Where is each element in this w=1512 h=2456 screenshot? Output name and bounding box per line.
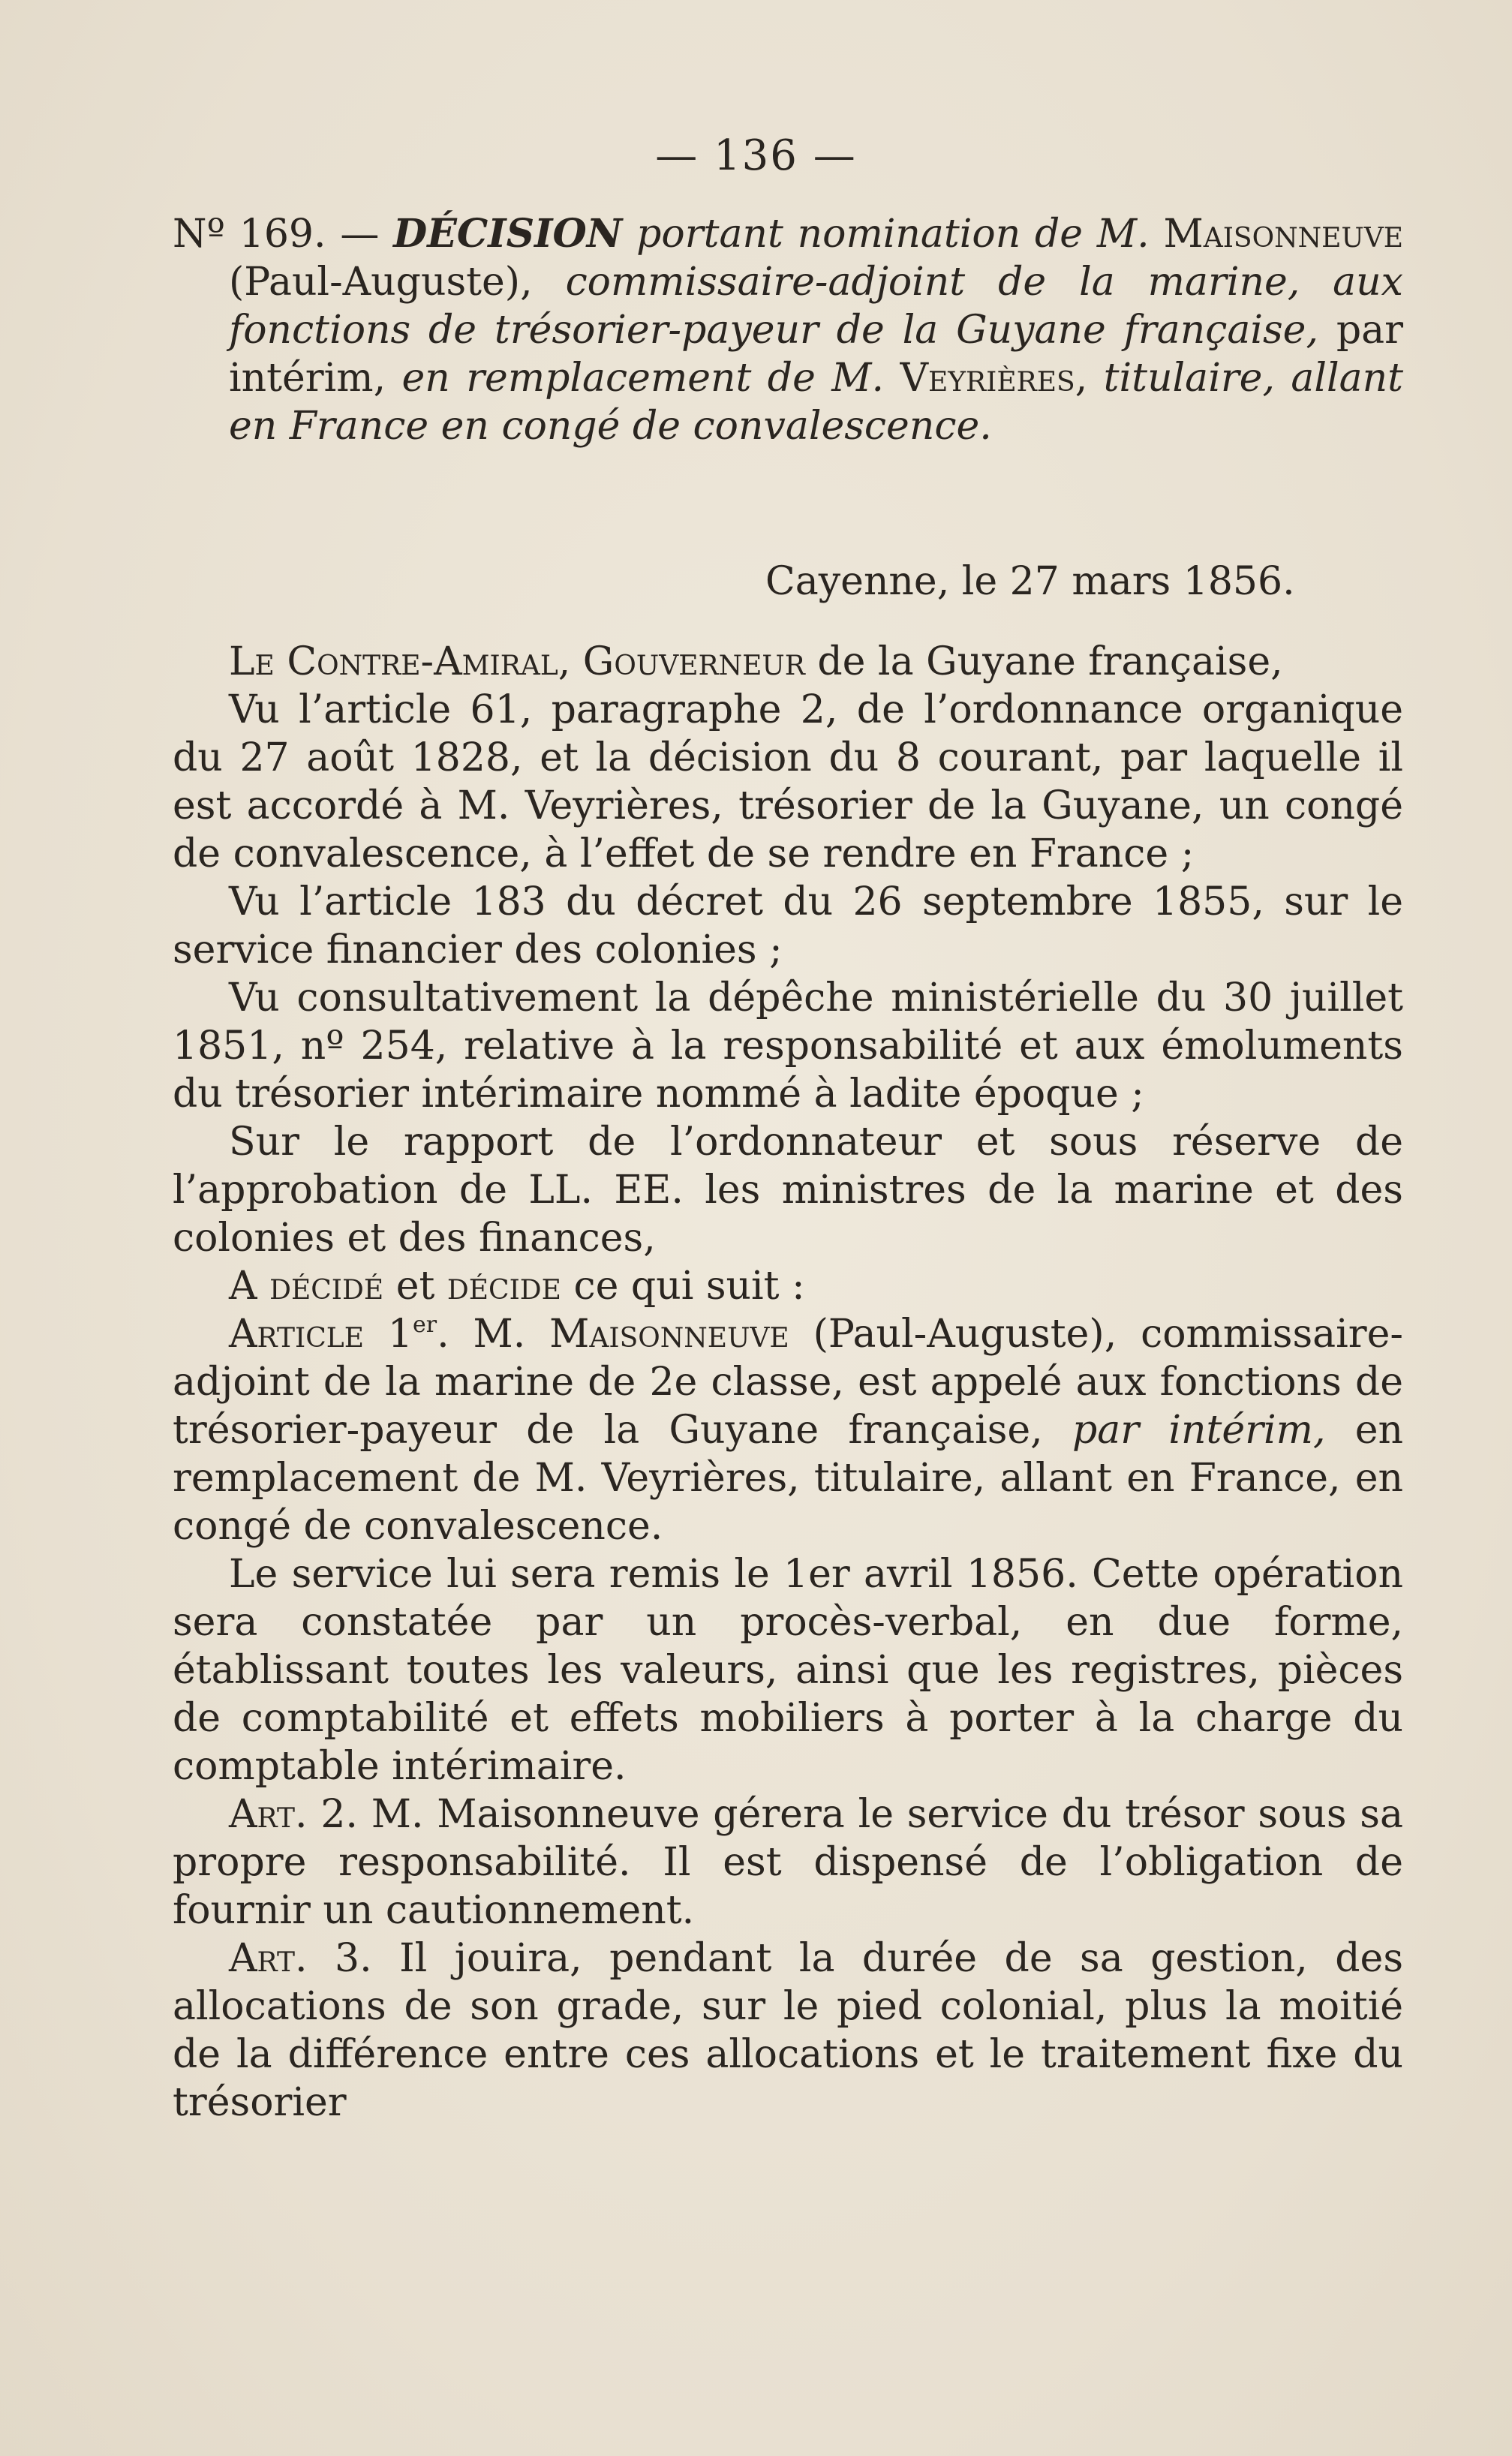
decides-word-1: décidé — [269, 1264, 384, 1309]
decision-number: Nº 169. — — [173, 212, 380, 257]
preamble-rest: de la Guyane française, — [817, 639, 1283, 684]
consideration-1: Vu l’article 61, paragraphe 2, de l’ordonnance organique du 27 août 1828, et la décision du 8 courant, par laquelle il est accordé à M. Veyrières, trésorier de la Guyane, un congé de convalescence, à l’effet de se rendre en France ; — [173, 687, 1403, 876]
heading-name: Maisonneuve — [1163, 212, 1404, 257]
decides-et: et — [395, 1264, 435, 1309]
article-3-label: Art. 3. — [229, 1936, 372, 1981]
article-1: Article 1er. M. Maisonneuve (Paul-Auguste), commissaire-adjoint de la marine de 2e classe, est appelé aux fonctions de trésorier-payeur de la Guyane française, par intérim, en remplacement de M. Veyrières, titulaire, allant en France, en congé de convalescence. — [173, 1312, 1404, 1549]
decides-a: A — [229, 1264, 257, 1309]
article-3 — [173, 1934, 1403, 2127]
article-1-name: M. Maisonneuve — [473, 1312, 789, 1357]
article-1-service: Le service lui sera remis le 1er avril 1856. Cette opération sera constatée par un procès-verbal, en due forme, établissant toutes les valeurs, ainsi que les registres, pièces de comptabilité et effets mobiliers à porter à la charge du comptable intérimaire. — [173, 1552, 1403, 1789]
decision-body — [173, 638, 1403, 2127]
article-1-sup: er — [412, 1312, 437, 1338]
heading-name-2: Veyrières, — [900, 356, 1088, 401]
article-2 — [173, 1790, 1403, 1934]
date-line: Cayenne, le 27 mars 1856. — [765, 559, 1295, 604]
heading-text-3: commissaire-adjoint de la marine, aux fonctions de trésorier-payeur de la Guyane française, — [229, 260, 1404, 353]
heading-paragraph — [173, 210, 1403, 450]
decides-line — [173, 1262, 1403, 1310]
article-3-text: Il jouira, pendant la durée de sa gestion, des allocations de son grade, sur le pied colonial, plus la moitié de la différence entre ces allocations et le traitement fixe du trésorier — [173, 1936, 1404, 2125]
article-2-text: M. Maisonneuve gérera le service du trésor sous sa propre responsabilité. Il est dispensé de l’obligation de fournir un cautionnement. — [173, 1792, 1403, 1933]
decides-rest: ce qui suit : — [573, 1264, 805, 1309]
article-1-text-after: en remplacement de M. Veyrières, titulaire, allant en France, en congé de convalescence. — [173, 1408, 1404, 1549]
decision-heading — [173, 210, 1403, 450]
heading-text-2: (Paul-Auguste), — [229, 260, 533, 305]
heading-text-6: titulaire, allant en France en congé de convalescence. — [229, 356, 1404, 449]
page-number: — 136 — — [655, 131, 857, 180]
heading-text-1: portant nomination de M. — [636, 212, 1150, 257]
consideration-3: Vu consultativement la dépêche ministérielle du 30 juillet 1851, nº 254, relative à la responsabilité et aux émoluments du trésorier intérimaire nommé à ladite époque ; — [173, 975, 1403, 1117]
preamble-title: Le Contre-Amiral, Gouverneur — [229, 639, 805, 684]
article-2-label: Art. 2. — [229, 1792, 358, 1837]
article-1-label: Article 1 — [229, 1312, 413, 1357]
heading-text-4: par intérim, — [229, 308, 1403, 401]
decision-word: DÉCISION — [393, 211, 623, 257]
article-1-text: (Paul-Auguste), commissaire-adjoint de la marine de 2e classe, est appelé aux fonctions de trésorier-payeur de la Guyane française, — [173, 1312, 1403, 1453]
preamble — [173, 638, 1403, 686]
consideration-4: Sur le rapport de l’ordonnateur et sous réserve de l’approbation de LL. EE. les ministres de la marine et des colonies et des finances, — [173, 1120, 1403, 1261]
heading-text-5: en remplacement de M. — [401, 356, 885, 401]
decides-word-2: décide — [446, 1264, 561, 1309]
consideration-2: Vu l’article 183 du décret du 26 septembre 1855, sur le service financier des colonies ; — [173, 879, 1403, 972]
article-1-italic: par intérim, — [1072, 1408, 1326, 1453]
